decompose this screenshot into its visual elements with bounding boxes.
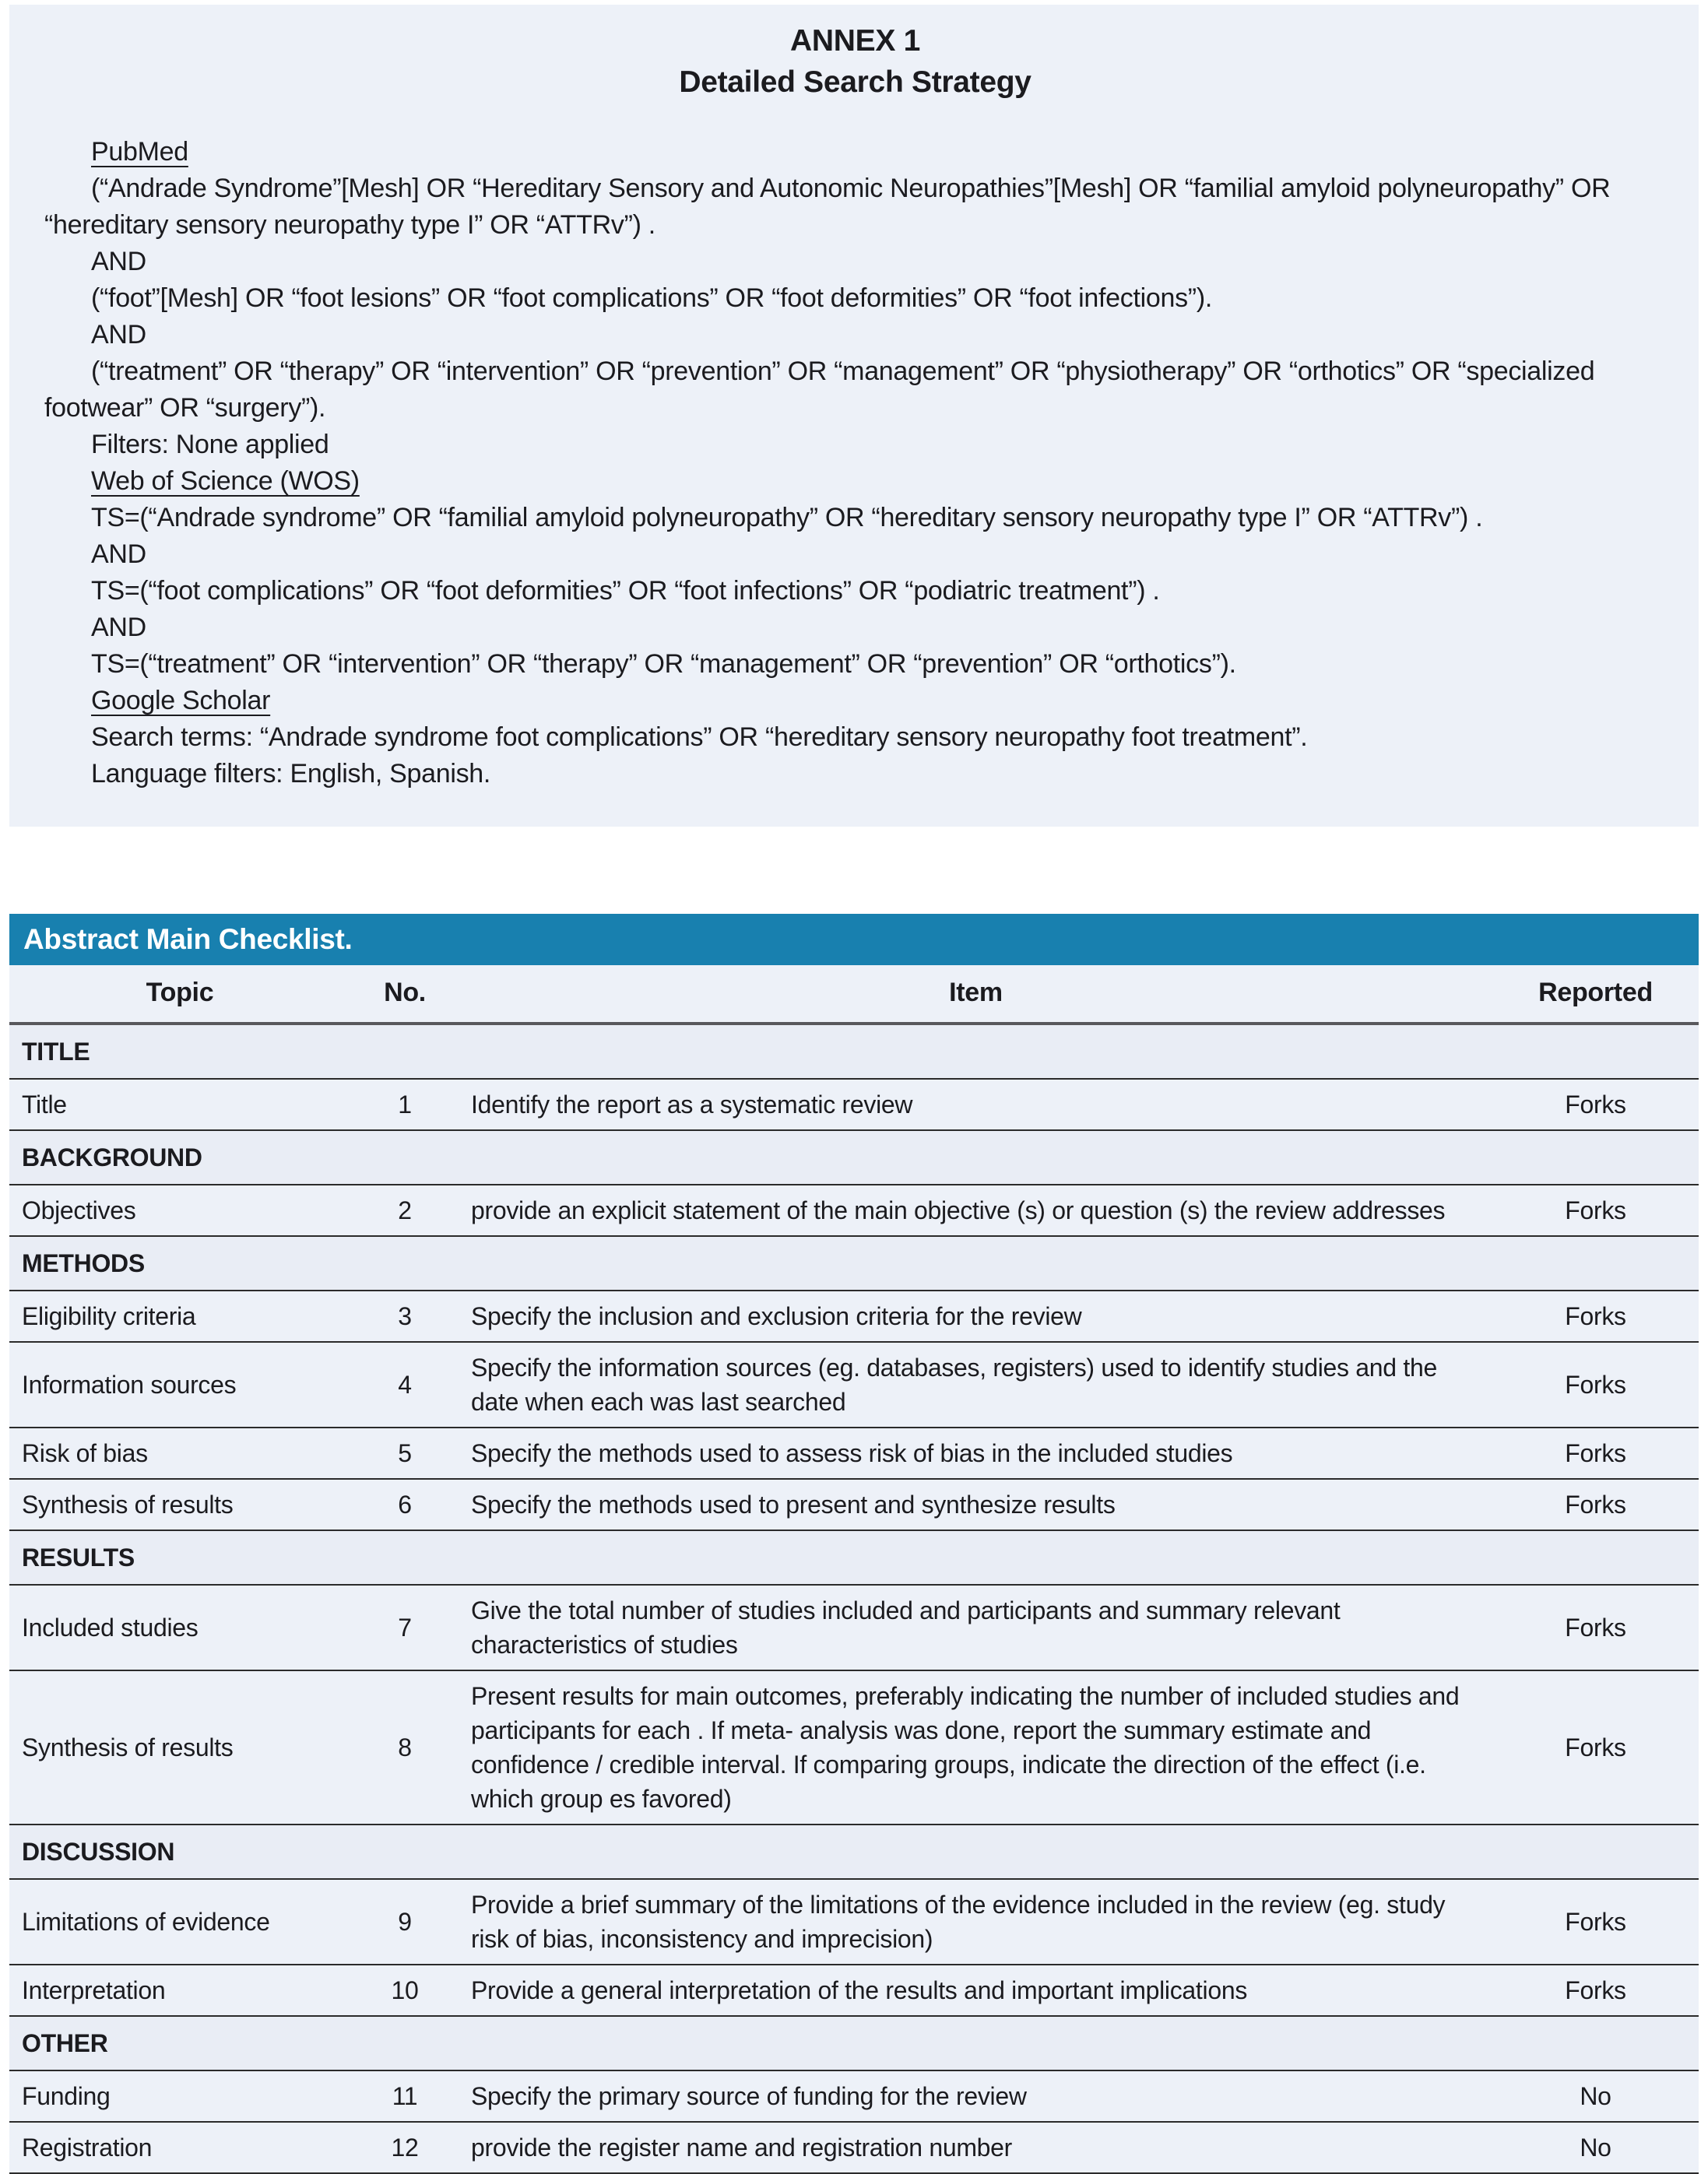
row-reported: No (1492, 2122, 1699, 2173)
row-item: Provide a brief summary of the limitations of the evidence included in the review (eg. study risk of bias, inconsistency and imprecision) (459, 1879, 1492, 1965)
checklist-row (9, 1670, 1699, 1825)
database-heading-text: Google Scholar (91, 686, 271, 715)
checklist-row (9, 1079, 1699, 1130)
row-item: Specify the methods used to present and synthesize results (459, 1479, 1492, 1530)
search-strategy-panel (9, 5, 1699, 827)
row-no: 4 (350, 1342, 459, 1428)
row-topic: Title (9, 1079, 350, 1130)
database-heading-text: Web of Science (WOS) (91, 466, 360, 496)
row-no: 8 (350, 1670, 459, 1825)
column-header-reported: Reported (1492, 965, 1699, 1024)
row-reported: Forks (1492, 1965, 1699, 2016)
query-line: Search terms: “Andrade syndrome foot complications” OR “hereditary sensory neuropathy foot treatment”. (91, 722, 1308, 752)
query-line: AND (91, 539, 146, 569)
checklist-row (9, 1585, 1699, 1670)
row-item: provide an explicit statement of the main objective (s) or question (s) the review addresses (459, 1185, 1492, 1236)
row-no: 6 (350, 1479, 459, 1530)
query-line: TS=(“Andrade syndrome” OR “familial amyloid polyneuropathy” OR “hereditary sensory neuropathy type I” OR “ATTRv”) . (91, 503, 1483, 532)
section-name: OTHER (9, 2016, 1699, 2070)
checklist-title-band (9, 914, 1699, 965)
checklist-table-body (9, 1024, 1699, 2173)
checklist-table (9, 965, 1699, 2174)
query-line: TS=(“treatment” OR “intervention” OR “therapy” OR “management” OR “prevention” OR “orthotics”). (91, 649, 1236, 679)
section-name: TITLE (9, 1024, 1699, 1079)
row-reported: Forks (1492, 1342, 1699, 1428)
row-no: 5 (350, 1428, 459, 1479)
section-row (9, 1024, 1699, 1079)
row-reported: Forks (1492, 1291, 1699, 1342)
database-heading (44, 134, 1666, 170)
query-line: (“treatment” OR “therapy” OR “intervention” OR “prevention” OR “management” OR “physiotherapy” OR “orthotics” OR “specialized footwear” OR “surgery”). (44, 356, 1595, 423)
row-item: Specify the methods used to assess risk of bias in the included studies (459, 1428, 1492, 1479)
checklist-title: Abstract Main Checklist. (23, 923, 353, 955)
query-line: Filters: None applied (91, 430, 329, 459)
checklist-row (9, 1479, 1699, 1530)
row-topic: Funding (9, 2070, 350, 2122)
row-topic: Interpretation (9, 1965, 350, 2016)
row-no: 1 (350, 1079, 459, 1130)
query-line: AND (91, 613, 146, 642)
section-name: METHODS (9, 1236, 1699, 1291)
row-item: Specify the primary source of funding for the review (459, 2070, 1492, 2122)
row-item: Provide a general interpretation of the results and important implications (459, 1965, 1492, 2016)
row-topic: Information sources (9, 1342, 350, 1428)
row-topic: Included studies (9, 1585, 350, 1670)
checklist-row (9, 1342, 1699, 1428)
query-line: AND (91, 320, 146, 349)
database-heading (44, 463, 1666, 500)
column-header-item: Item (459, 965, 1492, 1024)
row-no: 9 (350, 1879, 459, 1965)
section-name: BACKGROUND (9, 1130, 1699, 1185)
row-topic: Synthesis of results (9, 1670, 350, 1825)
row-reported: Forks (1492, 1428, 1699, 1479)
checklist-row (9, 1185, 1699, 1236)
query-line: TS=(“foot complications” OR “foot deformities” OR “foot infections” OR “podiatric treatment”) . (91, 576, 1160, 606)
section-row (9, 2016, 1699, 2070)
section-name: DISCUSSION (9, 1825, 1699, 1879)
checklist-row (9, 2070, 1699, 2122)
row-no: 3 (350, 1291, 459, 1342)
row-topic: Risk of bias (9, 1428, 350, 1479)
section-row (9, 1236, 1699, 1291)
checklist-row (9, 1428, 1699, 1479)
section-row (9, 1825, 1699, 1879)
row-topic: Registration (9, 2122, 350, 2173)
row-reported: Forks (1492, 1079, 1699, 1130)
row-reported: Forks (1492, 1479, 1699, 1530)
column-header-row (9, 965, 1699, 1024)
row-reported: Forks (1492, 1185, 1699, 1236)
row-item: Identify the report as a systematic review (459, 1079, 1492, 1130)
row-topic: Objectives (9, 1185, 350, 1236)
column-header-topic: Topic (9, 965, 350, 1024)
query-line: (“Andrade Syndrome”[Mesh] OR “Hereditary Sensory and Autonomic Neuropathies”[Mesh] OR “familial amyloid polyneuropathy” OR “hereditary sensory neuropathy type I” OR “ATTRv”) . (44, 174, 1611, 240)
row-topic: Eligibility criteria (9, 1291, 350, 1342)
database-heading-text: PubMed (91, 137, 188, 167)
section-name: RESULTS (9, 1530, 1699, 1585)
row-item: provide the register name and registration number (459, 2122, 1492, 2173)
database-heading (44, 683, 1666, 719)
row-item: Specify the inclusion and exclusion criteria for the review (459, 1291, 1492, 1342)
row-reported: No (1492, 2070, 1699, 2122)
checklist-row (9, 1879, 1699, 1965)
annex-title-line1: ANNEX 1 (790, 24, 920, 58)
search-strategy-lines (44, 134, 1666, 792)
section-row (9, 1530, 1699, 1585)
annex-title (44, 20, 1666, 103)
row-reported: Forks (1492, 1670, 1699, 1825)
query-line: Language filters: English, Spanish. (91, 759, 491, 788)
section-row (9, 1130, 1699, 1185)
row-topic: Synthesis of results (9, 1479, 350, 1530)
page (0, 5, 1708, 2162)
query-line: (“foot”[Mesh] OR “foot lesions” OR “foot complications” OR “foot deformities” OR “foot infections”). (91, 283, 1212, 313)
row-no: 11 (350, 2070, 459, 2122)
row-reported: Forks (1492, 1879, 1699, 1965)
row-item: Present results for main outcomes, preferably indicating the number of included studies and participants for each . If meta- analysis was done, report the summary estimate and confidence / credible interval. If comparing groups, indicate the direction of the effect (i.e. which group es favored) (459, 1670, 1492, 1825)
row-no: 2 (350, 1185, 459, 1236)
checklist-row (9, 1291, 1699, 1342)
row-item: Give the total number of studies included and participants and summary relevant characteristics of studies (459, 1585, 1492, 1670)
column-header-no: No. (350, 965, 459, 1024)
annex-title-line2: Detailed Search Strategy (679, 65, 1031, 99)
row-no: 10 (350, 1965, 459, 2016)
query-line: AND (91, 247, 146, 276)
row-item: Specify the information sources (eg. databases, registers) used to identify studies and the date when each was last searched (459, 1342, 1492, 1428)
row-topic: Limitations of evidence (9, 1879, 350, 1965)
row-no: 7 (350, 1585, 459, 1670)
row-reported: Forks (1492, 1585, 1699, 1670)
row-no: 12 (350, 2122, 459, 2173)
checklist-row (9, 1965, 1699, 2016)
